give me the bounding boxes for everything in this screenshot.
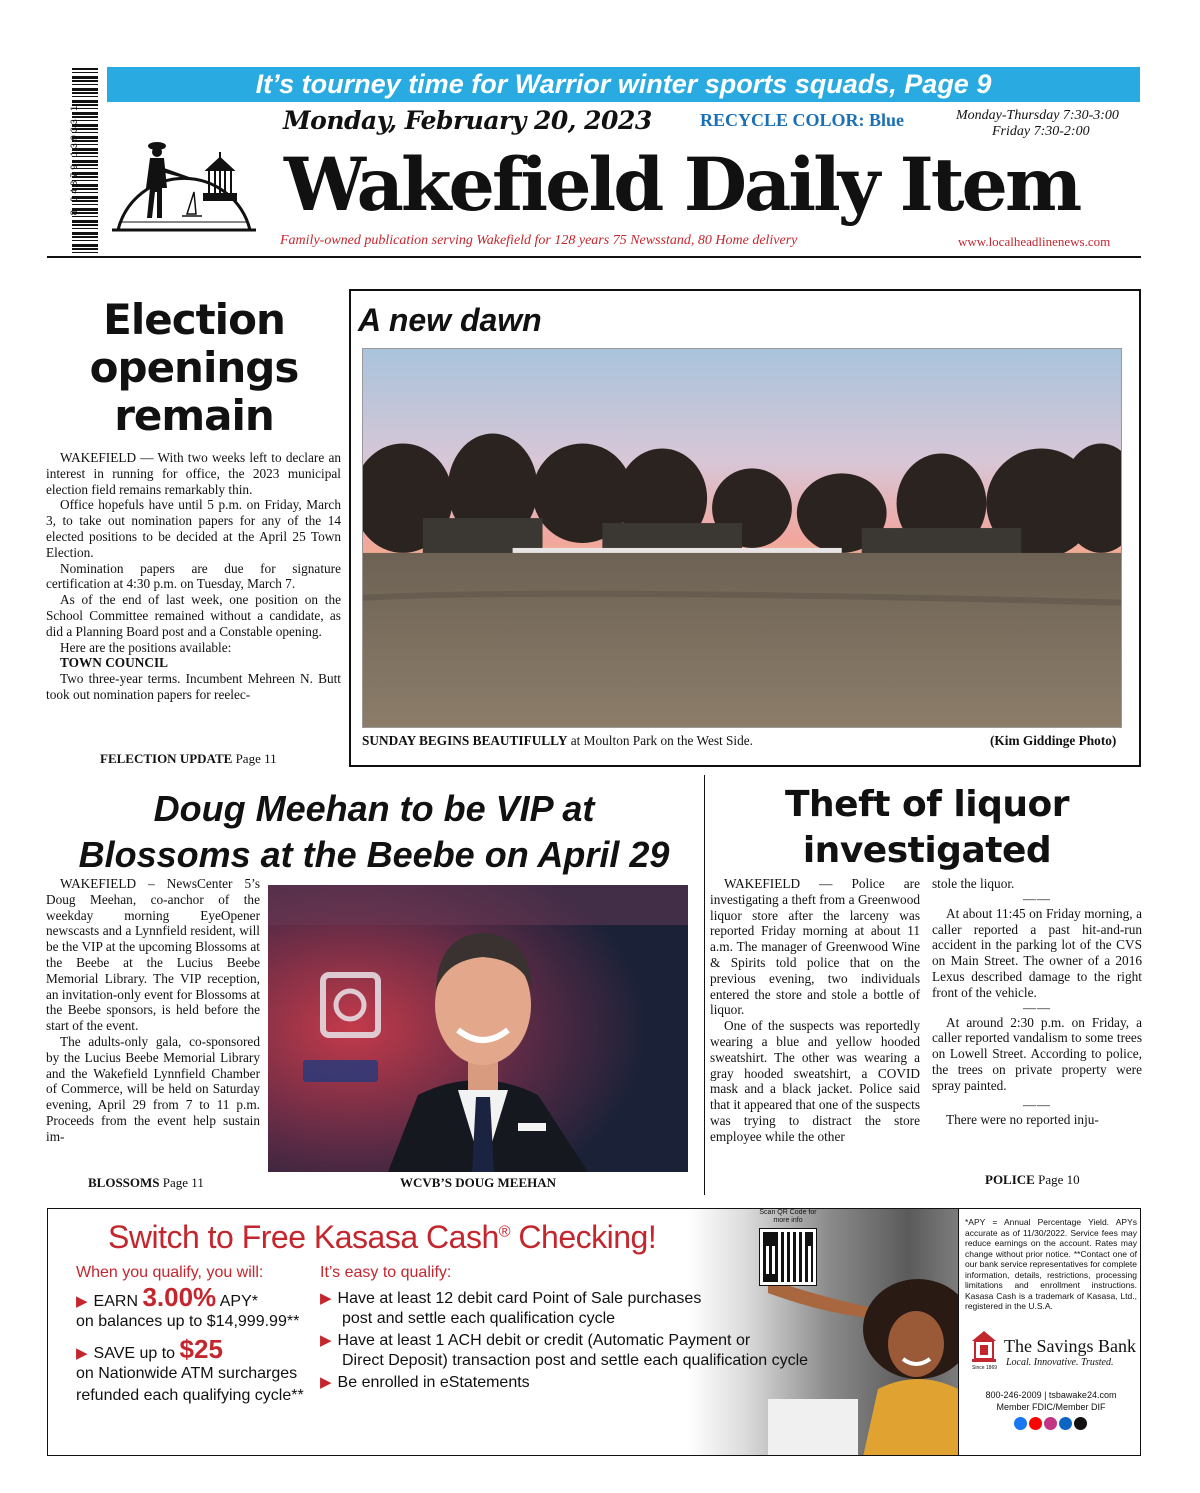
ad-headline-end: Checking! — [510, 1219, 657, 1255]
qualify-heading: When you qualify, you will: — [76, 1264, 264, 1281]
doug-paragraph: The adults-only gala, co-sponsored by the Lucius Beebe Memorial Library and the Wakefield Lynnfield Chamber of Commerce, will be held on Saturday evening, April 29 from 7 to 11 p.m. Proceeds from the event help sustain im- — [46, 1033, 260, 1144]
doug-paragraph: WAKEFIELD – NewsCenter 5’s Doug Meehan, co-anchor of the weekday morning EyeOpener newscasts and a Lynnfield resident, will be the VIP at the upcoming Blossoms at the Beebe at the Lucius Beebe Memorial Library. The VIP reception, an invitation-only event for Blossoms at the Beebe sponsors, is held before the start of the event. — [46, 876, 260, 1034]
facebook-icon[interactable] — [1014, 1417, 1027, 1430]
election-subhead: TOWN COUNCIL — [60, 655, 168, 671]
doug-photo-caption: WCVB’S DOUG MEEHAN — [400, 1175, 557, 1190]
registered-mark: ® — [498, 1223, 511, 1241]
instagram-icon[interactable] — [1044, 1417, 1057, 1430]
theft-column-1 — [710, 876, 920, 1145]
requirement-2-line1: Have at least 1 ACH debit or credit (Automatic Payment or — [337, 1332, 751, 1349]
requirement-2 — [320, 1331, 750, 1351]
requirement-3 — [320, 1373, 530, 1393]
election-paragraph: Here are the positions available: — [60, 639, 232, 655]
tiktok-icon[interactable] — [1074, 1417, 1087, 1430]
newspaper-title: Wakefield Daily Item — [284, 142, 1080, 228]
earn-rate: 3.00% — [142, 1282, 217, 1312]
theft-jump-line[interactable] — [985, 1172, 1080, 1188]
caption-rest: at Moulton Park on the West Side. — [567, 733, 754, 748]
bank-contact — [965, 1389, 1137, 1413]
triangle-bullet-icon: ▶ — [320, 1332, 332, 1349]
bank-slogan: Local. Innovative. Trusted. — [1006, 1357, 1114, 1368]
qr-label: Scan QR Code for more info — [759, 1209, 817, 1224]
easy-heading: It’s easy to qualify: — [320, 1264, 452, 1281]
jump-label: FELECTION UPDATE — [100, 751, 233, 766]
theft-paragraph: WAKEFIELD — Police are investigating a theft from a Greenwood liquor store after the larceny was reported Friday morning at about 11 a.m. The manager of Greenwood Wine & Spirits told police that on the previous evening, two individuals entered the store and stole a bottle of liquor. — [710, 876, 920, 1018]
bank-advertisement[interactable] — [47, 1208, 1141, 1456]
jump-page: Page 11 — [162, 1175, 204, 1190]
earn-offer — [76, 1282, 258, 1312]
requirement-3-text: Be enrolled in eStatements — [337, 1374, 530, 1391]
hours-friday: Friday 7:30-2:00 — [992, 124, 1090, 139]
teaser-banner[interactable]: It’s tourney time for Warrior winter sports squads, Page 9 — [107, 67, 1140, 102]
qr-code[interactable] — [760, 1229, 816, 1285]
earn-prefix: EARN — [93, 1293, 143, 1310]
save-offer — [76, 1334, 223, 1364]
tagline: Family-owned publication serving Wakefield for 128 years 75 Newsstand, 80 Home delivery — [280, 233, 798, 248]
election-paragraph: Office hopefuls have until 5 p.m. on Friday, March 3, to take out nomination papers for any of the 14 elected positions to be decided at the April 25 Town Election. — [46, 497, 341, 560]
triangle-bullet-icon: ▶ — [320, 1374, 332, 1391]
doug-headline-line1: Doug Meehan to be VIP at — [153, 788, 595, 829]
triangle-bullet-icon: ▶ — [76, 1345, 88, 1362]
recycle-color: RECYCLE COLOR: Blue — [700, 110, 905, 130]
separator: —— — [1023, 999, 1051, 1015]
jump-page: Page 10 — [1038, 1172, 1080, 1187]
election-paragraph: As of the end of last week, one position on the School Committee remained without a candidate, as did a Planning Board post and a Constable opening. — [46, 592, 341, 639]
minuteman-logo — [112, 118, 256, 244]
jump-label: POLICE — [985, 1172, 1035, 1187]
requirement-2-line2: Direct Deposit) transaction post and settle each qualification cycle — [342, 1352, 809, 1369]
issue-date: Monday, February 20, 2023 — [283, 106, 652, 135]
theft-paragraph: One of the suspects was reportedly wearing a blue and yellow hooded sweatshirt. The other was wearing a gray hooded sweatshirt, a COVID mask and a black jacket. Police said that it appeared that one of the suspects was trying to distract the store employee while the other — [710, 1018, 920, 1144]
photo-credit: (Kim Giddinge Photo) — [990, 733, 1117, 748]
earn-suffix: APY* — [216, 1293, 258, 1310]
election-paragraph: Two three-year terms. Incumbent Mehreen N. Butt took out nomination papers for reelec- — [46, 671, 341, 702]
photo-feature-headline: A new dawn — [358, 302, 542, 338]
theft-paragraph: At about 11:45 on Friday morning, a caller reported a past hit-and-run accident in the parking lot of the CVS on Main Street. The owner of a 2016 Lexus described damage to the right front of the vehicle. — [932, 905, 1142, 1000]
linkedin-icon[interactable] — [1059, 1417, 1072, 1430]
jump-label: BLOSSOMS — [88, 1175, 160, 1190]
barcode — [58, 68, 98, 256]
theft-continuation: stole the liquor. — [932, 876, 1015, 891]
photo-caption — [362, 733, 753, 749]
requirement-1-line2: post and settle each qualification cycle — [342, 1310, 616, 1327]
bank-membership: Member FDIC/Member DIF — [996, 1402, 1106, 1412]
separator: —— — [1023, 890, 1051, 906]
column-divider — [704, 775, 705, 1195]
website-link[interactable]: www.localheadlinenews.com — [958, 234, 1111, 249]
ad-disclaimer: *APY = Annual Percentage Yield. APYs accurate as of 11/30/2022. Service fees may reduce earnings on the account. Rates may change without prior notice. **Contact one of our bank service representatives for complete information, details, restrictions, processing limitations and enrollment instructions. Kasasa Cash is a trademark of Kasasa, Ltd., registered in the U.S.A. — [965, 1217, 1137, 1311]
bank-since: Since 1869 — [972, 1365, 998, 1371]
jump-page: Page 11 — [235, 751, 277, 766]
election-paragraph: Nomination papers are due for signature certification at 4:30 p.m. on Tuesday, March 7. — [46, 560, 341, 592]
save-detail-1: on Nationwide ATM surcharges — [76, 1365, 298, 1382]
separator: —— — [1023, 1096, 1051, 1112]
election-paragraph: WAKEFIELD — With two weeks left to declare an interest in running for office, the 2023 municipal election field remains remarkably thin. — [46, 450, 341, 497]
triangle-bullet-icon: ▶ — [76, 1293, 88, 1310]
save-detail-2: refunded each qualifying cycle** — [76, 1387, 304, 1404]
theft-column-2 — [932, 876, 1142, 1127]
theft-headline[interactable]: Theft of liquor investigated — [785, 784, 1069, 871]
ad-headline — [108, 1219, 656, 1256]
office-hours — [956, 108, 1119, 140]
election-article-body — [46, 450, 341, 703]
bank-lantern-logo-icon — [968, 1329, 1000, 1365]
hours-weekdays: Monday-Thursday 7:30-3:00 — [956, 108, 1119, 123]
theft-paragraph: There were no reported inju- — [946, 1111, 1099, 1127]
ad-headline-text: Switch to Free Kasasa Cash — [108, 1219, 499, 1255]
bank-name: The Savings Bank — [1004, 1336, 1136, 1356]
doug-article-body — [46, 876, 260, 1145]
bank-phone-web[interactable]: 800-246-2009 | tsbawake24.com — [985, 1390, 1117, 1400]
requirement-1-line1: Have at least 12 debit card Point of Sale purchases — [337, 1290, 702, 1307]
election-headline[interactable]: Election openings remain — [89, 295, 299, 440]
doug-headline-line2: Blossoms at the Beebe on April 29 — [78, 834, 670, 875]
caption-lead: SUNDAY BEGINS BEAUTIFULLY — [362, 733, 568, 748]
doug-headline[interactable] — [48, 786, 700, 878]
sunrise-park-photo — [362, 348, 1122, 728]
save-prefix: SAVE up to — [93, 1345, 180, 1362]
requirement-1 — [320, 1289, 701, 1309]
masthead-rule — [47, 256, 1141, 258]
save-amount: $25 — [179, 1334, 223, 1364]
doug-jump-line[interactable] — [88, 1175, 204, 1191]
doug-meehan-portrait — [268, 885, 688, 1172]
social-links — [1014, 1417, 1087, 1430]
earn-detail: on balances up to $14,999.99** — [76, 1313, 300, 1330]
youtube-icon[interactable] — [1029, 1417, 1042, 1430]
election-jump-line[interactable] — [100, 751, 277, 767]
triangle-bullet-icon: ▶ — [320, 1290, 332, 1307]
barcode-digits: 8 04879 13933 1 — [69, 102, 79, 216]
theft-paragraph: At around 2:30 p.m. on Friday, a caller reported vandalism to some trees on Lowell Street. According to police, the trees on private property were spray painted. — [932, 1014, 1142, 1093]
